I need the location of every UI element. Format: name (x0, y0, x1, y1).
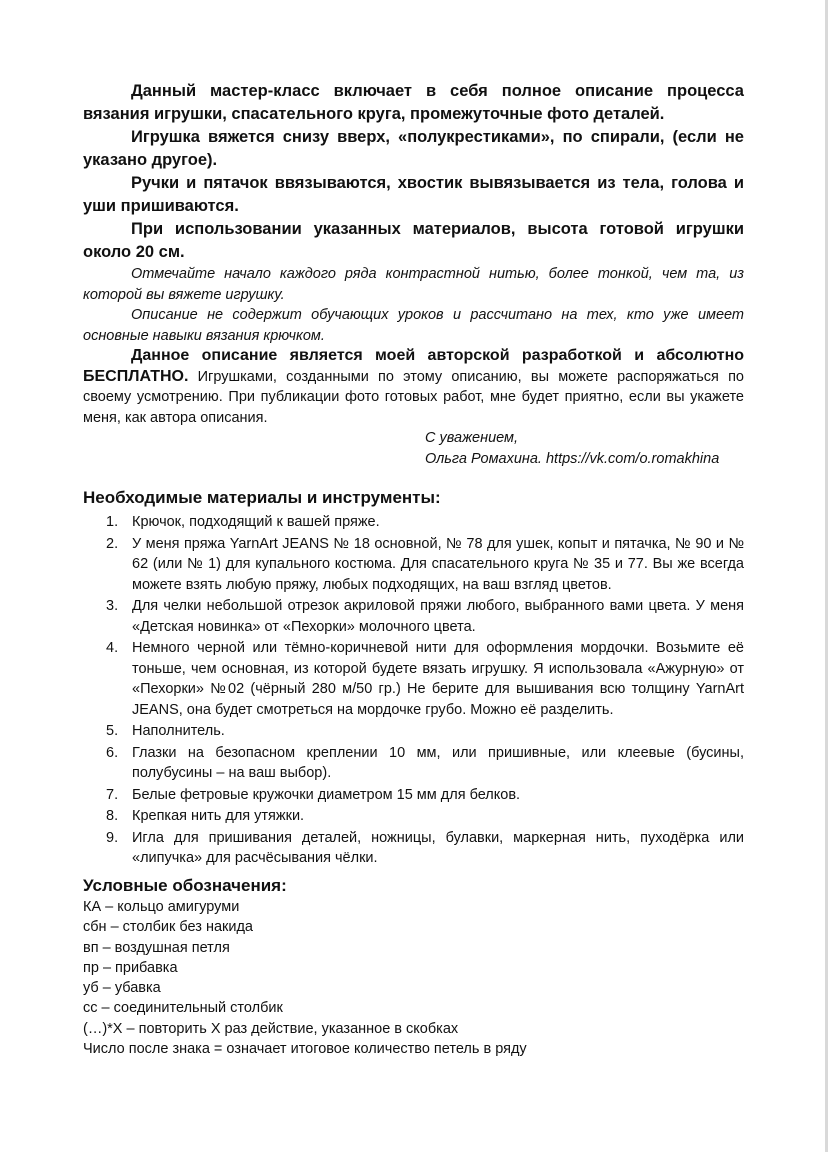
legend-title: Условные обозначения: (83, 876, 287, 895)
author-lead: Данное описание является моей авторской разработкой и абсолютно БЕСПЛАТНО. (83, 347, 744, 385)
legend-item: сбн – столбик без накида (83, 919, 253, 936)
list-item-number: 7. (106, 786, 119, 803)
list-item-text: Белые фетровые кружочки диаметром 15 мм для белков. (132, 786, 521, 803)
list-item-text: Крючок, подходящий к вашей пряже. (132, 514, 380, 530)
note-no-lessons: Описание не содержит обучающих уроков и рассчитано на тех, кто уже имеет основные навыки вязания крючком. (83, 307, 744, 344)
list-item (83, 743, 744, 784)
intro-paragraph-3: Ручки и пятачок ввязываются, хвостик вывязывается из тела, голова и уши пришиваются. (83, 174, 744, 215)
intro-section (83, 80, 744, 428)
list-item-text: Наполнитель. (132, 723, 225, 739)
materials-title: Необходимые материалы и инструменты: (83, 488, 441, 507)
materials-list (83, 512, 744, 870)
list-item-number: 6. (106, 744, 119, 761)
intro-paragraph-4: При использовании указанных материалов, высота готовой игрушки около 20 см. (83, 220, 744, 261)
legend-item: пр – прибавка (83, 959, 178, 976)
list-item-number: 5. (106, 723, 119, 739)
list-item (83, 534, 744, 596)
note-start-marker: Отмечайте начало каждого ряда контрастной нитью, более тонкой, чем та, из которой вы вяжете игрушку. (83, 266, 744, 303)
author-paragraph (83, 346, 744, 428)
legend-item: сс – соединительный столбик (83, 1000, 283, 1017)
list-item-number: 9. (106, 829, 119, 846)
list-item (83, 512, 744, 533)
signature-author-link: Ольга Ромахина. https://vk.com/o.romakhina (425, 451, 720, 467)
list-item-text: Глазки на безопасном креплении 10 мм, или пришивные, или клеевые (бусины, полубусины – на ваш выбор). (132, 744, 744, 781)
list-item-number: 2. (106, 535, 119, 552)
list-item (83, 721, 744, 742)
legend-item: КА – кольцо амигуруми (83, 899, 240, 915)
list-item (83, 806, 744, 827)
intro-paragraph-1: Данный мастер-класс включает в себя полное описание процесса вязания игрушки, спасательного круга, промежуточные фото деталей. (83, 82, 744, 123)
list-item-text: Немного черной или тёмно-коричневой нити для оформления мордочки. Возьмите её тоньше, чем основная, из которой будете вязать игрушку. Я использовала «Ажурную» от «Пехорки» №02 (чёрный 280 м/50 гр.) Не берите для вышивания всю толщину YarnArt JEANS, она будет смотреться на мордочке грубо. Можно её разделить. (132, 640, 744, 718)
signature (425, 428, 719, 470)
legend-list (83, 897, 527, 1059)
list-item-number: 3. (106, 598, 119, 614)
list-item-text: Для челки небольшой отрезок акриловой пряжи любого, выбранного вами цвета. У меня «Детская новинка» от «Пехорки» молочного цвета. (132, 598, 744, 635)
list-item-number: 1. (106, 514, 119, 530)
list-item (83, 638, 744, 720)
list-item (83, 785, 744, 806)
legend-item: (…)*Х – повторить Х раз действие, указанное в скобках (83, 1020, 459, 1037)
intro-paragraph-2: Игрушка вяжется снизу вверх, «полукрестиками», по спирали, (если не указано другое). (83, 128, 744, 169)
legend-item: Число после знака = означает итоговое количество петель в ряду (83, 1041, 527, 1058)
author-rest: Игрушками, созданными по этому описанию, вы можете распоряжаться по своему усмотрению. При публикации фото готовых работ, мне будет приятно, если вы укажете меня, как автора описания. (83, 368, 744, 426)
list-item (83, 828, 744, 869)
legend-item: вп – воздушная петля (83, 939, 230, 956)
list-item-text: У меня пряжа YarnArt JEANS № 18 основной, № 78 для ушек, копыт и пятачка, № 90 и № 62 (или № 1) для купального костюма. Для спасательного круга № 35 и 77. Вы же всегда можете взять любую пряжу, любых подходящих, на ваш взгляд цветов. (132, 535, 744, 593)
signature-greeting: С уважением, (425, 430, 519, 446)
list-item-text: Игла для пришивания деталей, ножницы, булавки, маркерная нить, пуходёрка или «липучка» для расчёсывания чёлки. (132, 829, 744, 866)
list-item-number: 4. (106, 640, 119, 656)
list-item-text: Крепкая нить для утяжки. (132, 808, 305, 824)
list-item (83, 596, 744, 637)
legend-item: уб – убавка (83, 980, 161, 997)
list-item-number: 8. (106, 808, 119, 824)
